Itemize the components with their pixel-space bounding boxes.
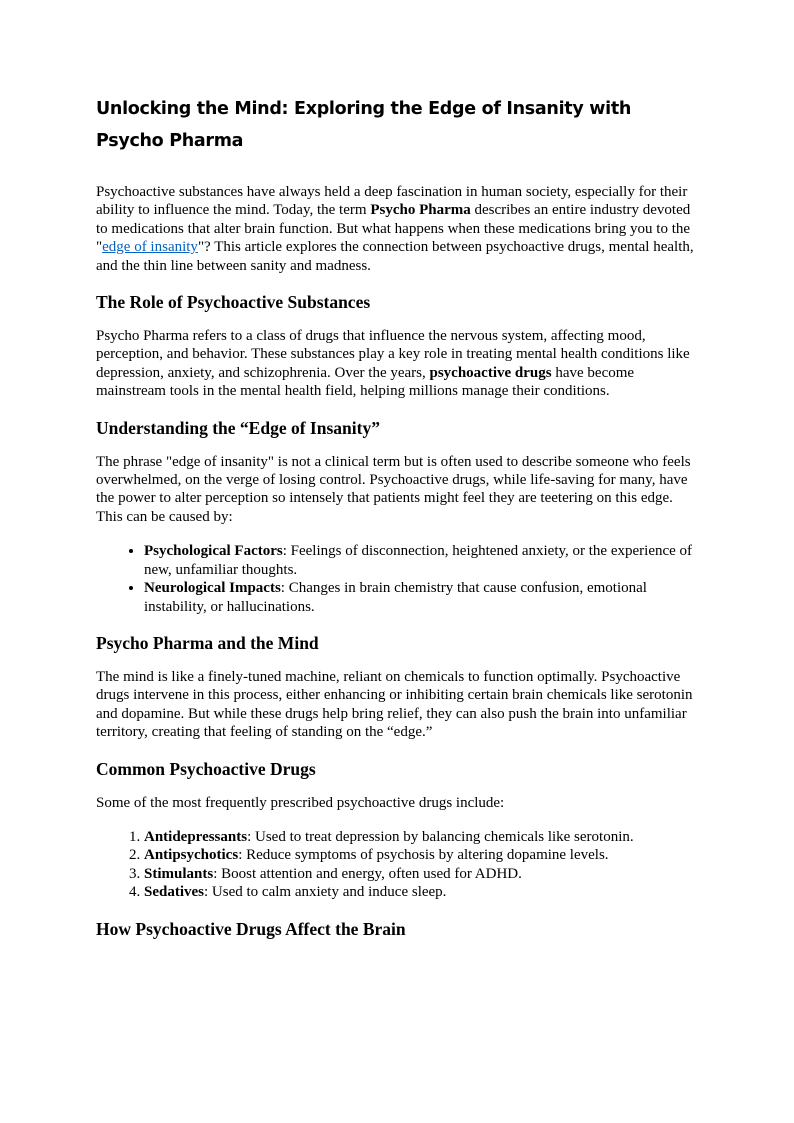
section-edge-paragraph: The phrase "edge of insanity" is not a clinical term but is often used to describe someone who feels overwhelmed, on the verge of losing control. Psychoactive drugs, while life-saving for many, have the power to alter perception so intensely that patients might feel they are teetering on this edge. This can be caused by: <box>96 453 691 525</box>
list-item-term: Stimulants <box>144 865 214 882</box>
list-item-desc: : Used to calm anxiety and induce sleep. <box>204 884 447 901</box>
section-mind-paragraph: The mind is like a finely-tuned machine, reliant on chemicals to function optimally. Psychoactive drugs intervene in this process, either enhancing or inhibiting certain brain chemicals like serotonin and dopamine. But while these drugs help bring relief, they can also push the brain into unfamiliar territory, creating that feeling of standing on the “edge.” <box>96 668 693 741</box>
list-item <box>144 846 700 864</box>
section-heading-common-drugs: Common Psychoactive Drugs <box>96 758 316 779</box>
edge-of-insanity-link[interactable]: edge of insanity <box>102 239 198 256</box>
section-heading-mind: Psycho Pharma and the Mind <box>96 632 319 653</box>
document-page <box>96 93 700 954</box>
section-role-paragraph <box>96 327 700 401</box>
role-text-2: have become mainstream tools in the mental health field, helping millions manage their conditions. <box>96 364 635 400</box>
list-item <box>144 865 700 883</box>
common-drugs-list <box>96 828 700 902</box>
list-item-desc: : Boost attention and energy, often used for ADHD. <box>213 865 522 882</box>
list-item-term: Psychological Factors <box>144 543 283 560</box>
role-bold-psychoactive-drugs: psychoactive drugs <box>429 364 552 381</box>
list-item <box>144 828 700 846</box>
list-item <box>144 883 700 901</box>
section-heading-brain-effects: How Psychoactive Drugs Affect the Brain <box>96 918 406 939</box>
list-item-desc: : Changes in brain chemistry that cause confusion, emotional instability, or hallucinations. <box>144 580 647 615</box>
list-item-term: Sedatives <box>144 884 204 901</box>
intro-text-3: "? This article explores the connection between psychoactive drugs, mental health, and the thin line between sanity and madness. <box>96 239 694 274</box>
section-heading-role: The Role of Psychoactive Substances <box>96 292 371 313</box>
section-heading-edge: Understanding the “Edge of Insanity” <box>96 417 380 438</box>
list-item-desc: : Reduce symptoms of psychosis by altering dopamine levels. <box>238 847 609 864</box>
document-title: Unlocking the Mind: Exploring the Edge of Insanity with Psycho Pharma <box>96 99 632 151</box>
list-item-term: Antidepressants <box>144 828 248 845</box>
intro-bold-psycho-pharma: Psycho Pharma <box>370 202 471 219</box>
list-item <box>144 579 700 616</box>
list-item-term: Antipsychotics <box>144 847 239 864</box>
intro-paragraph <box>96 183 700 275</box>
intro-text-2: describes an entire industry devoted to medications that alter brain function. But what happens when these medications bring you to the " <box>96 202 691 256</box>
list-item-term: Neurological Impacts <box>144 580 281 597</box>
edge-factors-list <box>96 542 700 616</box>
list-item-desc: : Used to treat depression by balancing chemicals like serotonin. <box>247 828 634 845</box>
list-item-desc: : Feelings of disconnection, heightened anxiety, or the experience of new, unfamiliar thoughts. <box>144 543 693 578</box>
list-item <box>144 542 700 579</box>
section-common-drugs-paragraph: Some of the most frequently prescribed psychoactive drugs include: <box>96 794 505 811</box>
intro-text-1: Psychoactive substances have always held a deep fascination in human society, especially for their ability to influence the mind. Today, the term <box>96 184 688 219</box>
role-text-1: Psycho Pharma refers to a class of drugs that influence the nervous system, affecting mood, perception, and behavior. These substances play a key role in treating mental health conditions like depression, anxiety, and schizophrenia. Over the years, <box>96 328 690 381</box>
